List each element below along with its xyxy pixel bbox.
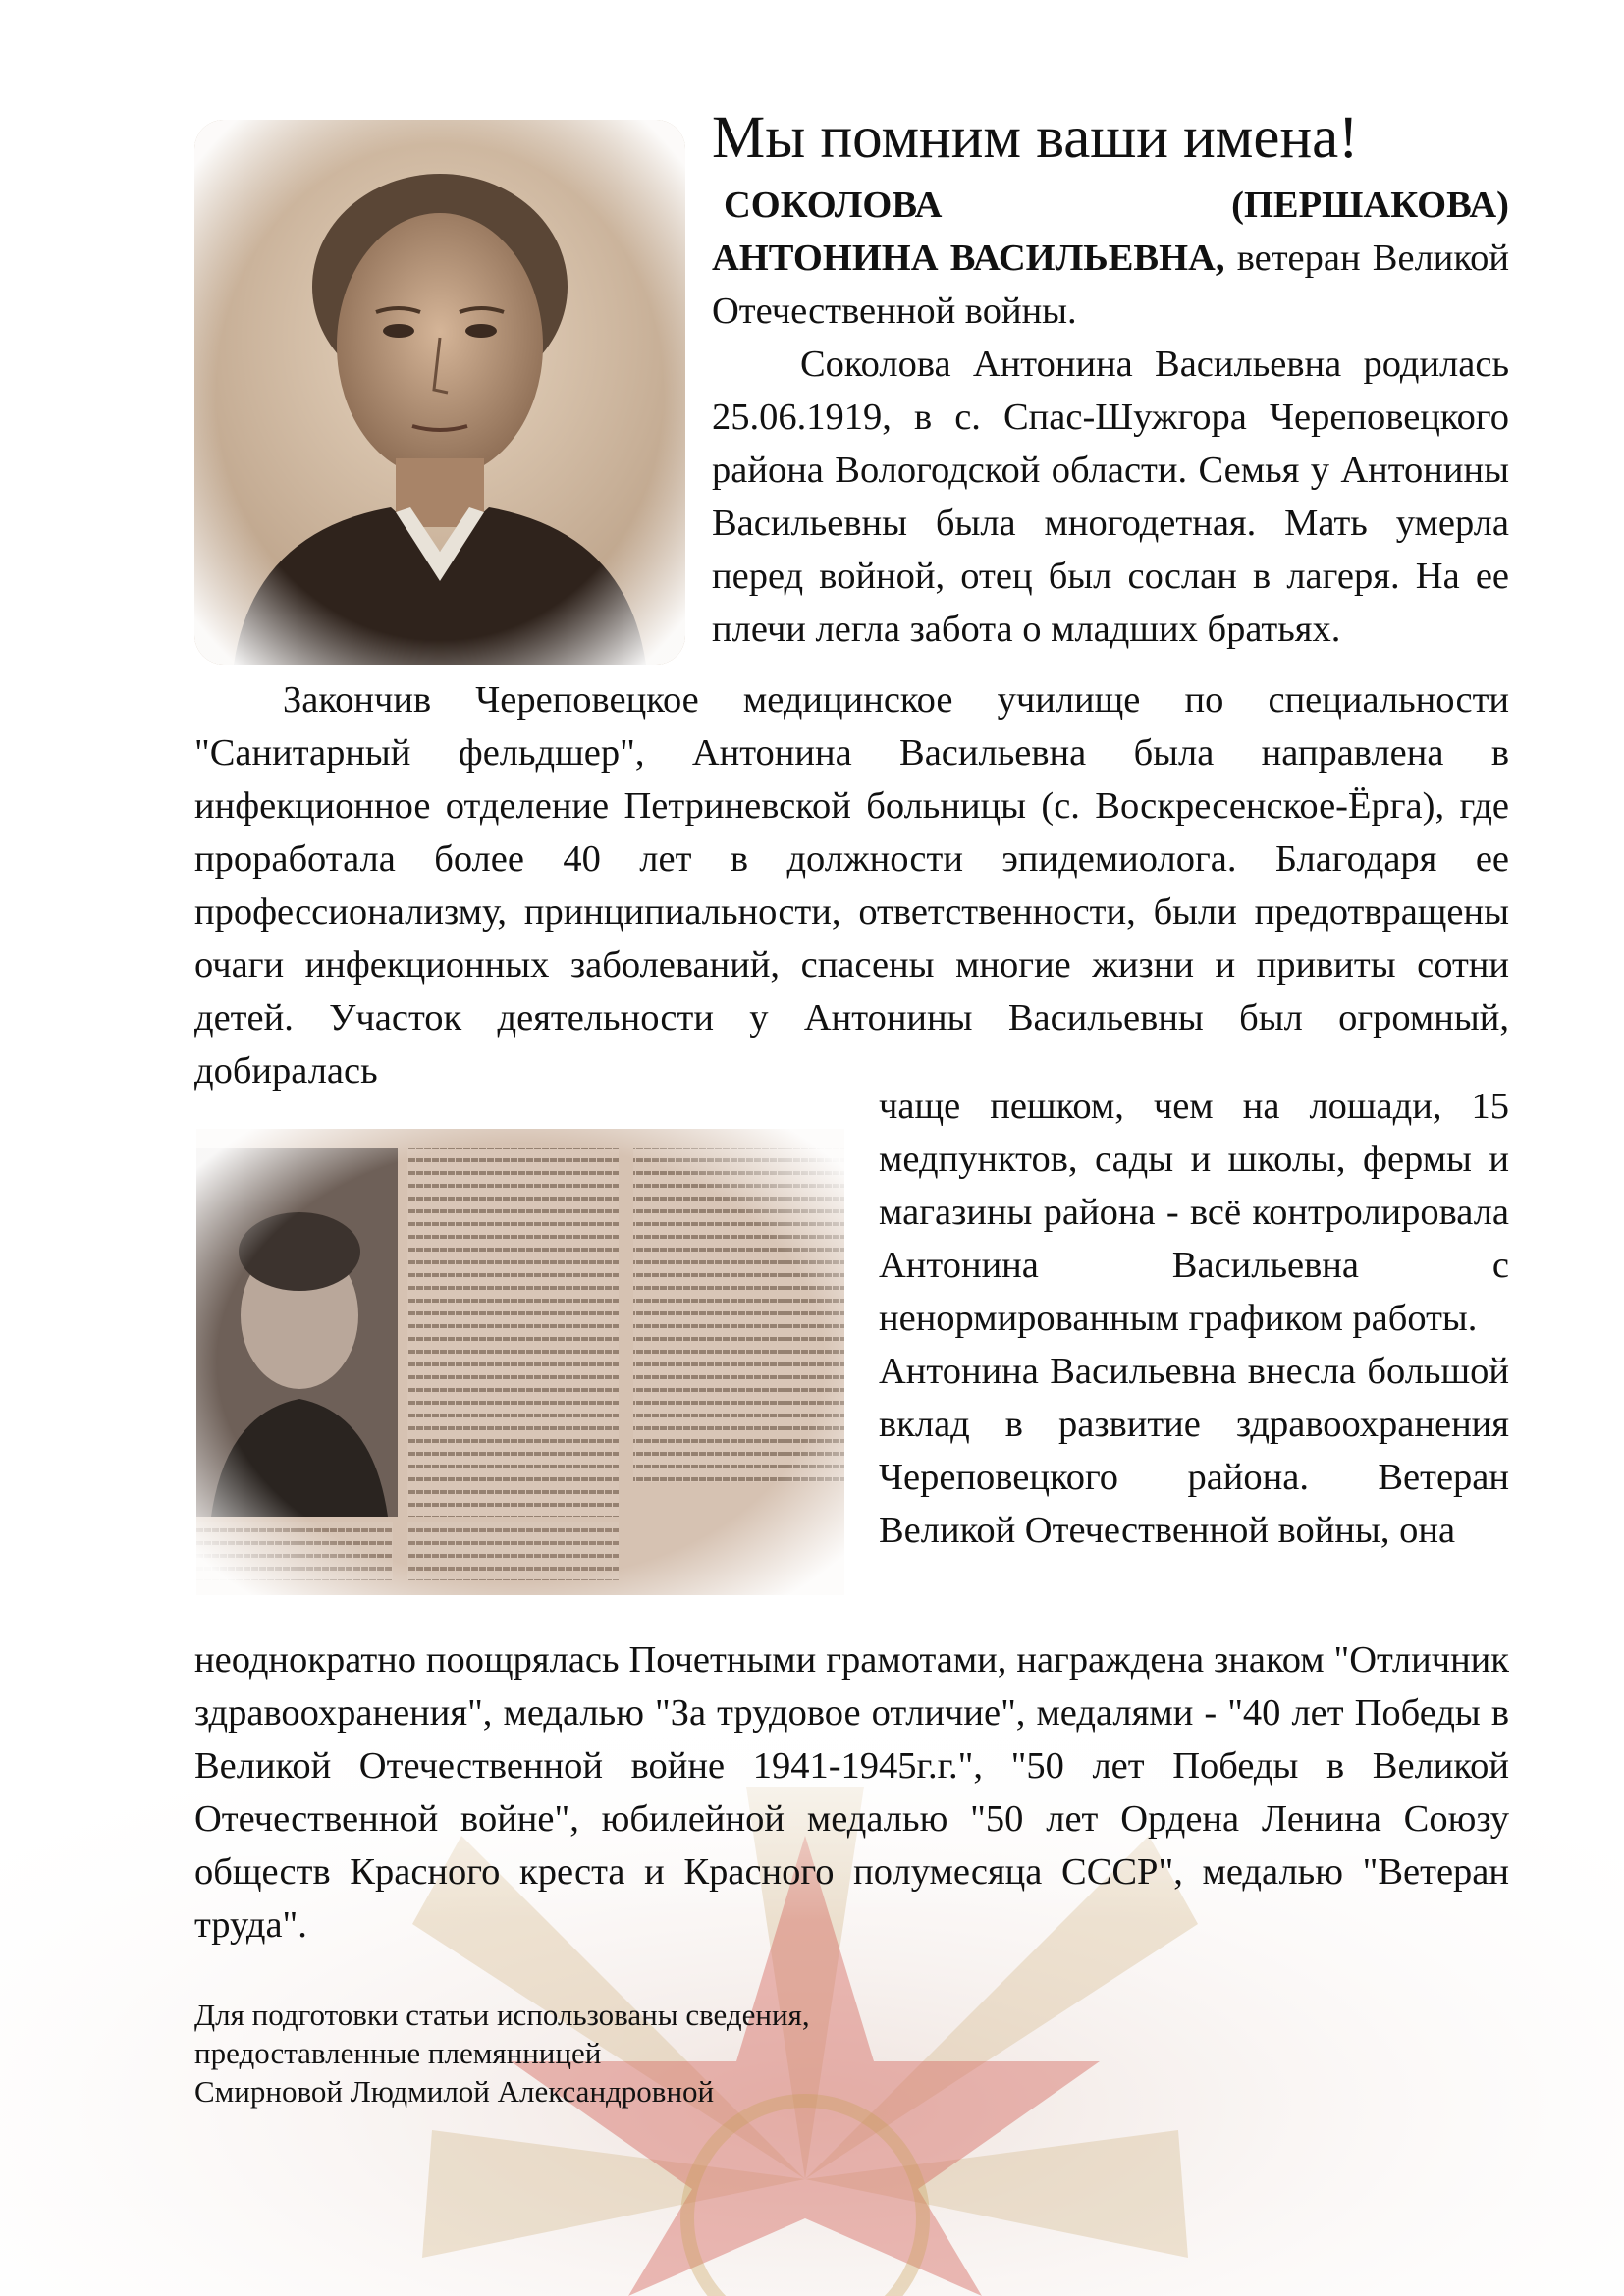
bio-paragraph-5: неоднократно поощрялась Почетными грамотами, награждена знаком "Отличник здравоохранения", медалью "За трудовое отличие", медалями - "40 лет Победы в Великой Отечественной войне 1941-1945г.г.", "50 лет Победы в Великой Отечественной войне", юбилейной медалью "50 лет Ордена Ленина Союзу обществ Красного креста и Красного полумесяца СССР", медалью "Ветеран труда". <box>194 1639 1509 1946</box>
bio-paragraph-5-block <box>194 1633 1509 1951</box>
maiden-name: (ПЕРШАКОВА) <box>1231 185 1509 226</box>
bio-paragraph-1: Соколова Антонина Васильевна родилась 25.06.1919, в с. Спас-Шужгора Череповецкого района Вологодской области. Семья у Антонины Васильевны была многодетная. Мать умерла перед войной, отец был сослан в лагеря. На ее плечи легла забота о младших братьях. <box>712 344 1509 650</box>
name-heading-line2 <box>712 232 1509 338</box>
credits <box>194 1996 1078 2110</box>
bio-paragraph-2-block <box>194 673 1509 1097</box>
first-name: АНТОНИНА ВАСИЛЬЕВНА, <box>712 238 1225 279</box>
credits-line-1: Для подготовки статьи использованы сведения, <box>194 1998 810 2032</box>
bio-paragraph-3: чаще пешком, чем на лошади, 15 медпунктов, сады и школы, фермы и магазины района - всё контролировала Антонина Васильевна с ненормированным графиком работы. <box>879 1086 1509 1339</box>
name-heading-line1 <box>712 179 1509 232</box>
portrait-photo <box>194 120 685 665</box>
bio-paragraph-4: Антонина Васильевна внесла большой вклад в развитие здравоохранения Череповецкого района. Ветеран Великой Отечественной войны, она <box>879 1351 1509 1551</box>
intro-block <box>712 179 1509 656</box>
bio-right-block <box>879 1080 1509 1557</box>
veteran-title: ветеран Великой Отечественной войны. <box>712 238 1509 332</box>
surname: СОКОЛОВА <box>724 185 943 226</box>
credits-line-2: предоставленные племянницей <box>194 2036 602 2070</box>
credits-line-3: Смирновой Людмилой Александровной <box>194 2074 715 2109</box>
newspaper-clipping-photo <box>196 1129 844 1595</box>
page-title: Мы помним ваши имена! <box>712 105 1359 171</box>
bio-paragraph-2: Закончив Череповецкое медицинское училище по специальности "Санитарный фельдшер", Антонина Васильевна была направлена в инфекционное отделение Петриневской больницы (с. Воскресенское-Ёрга), где проработала более 40 лет в должности эпидемиолога. Благодаря ее профессионализму, принципиальности, ответственности, были предотвращены очаги инфекционных заболеваний, спасены многие жизни и привиты сотни детей. Участок деятельности у Антонины Васильевны был огромный, добиралась <box>194 679 1509 1092</box>
